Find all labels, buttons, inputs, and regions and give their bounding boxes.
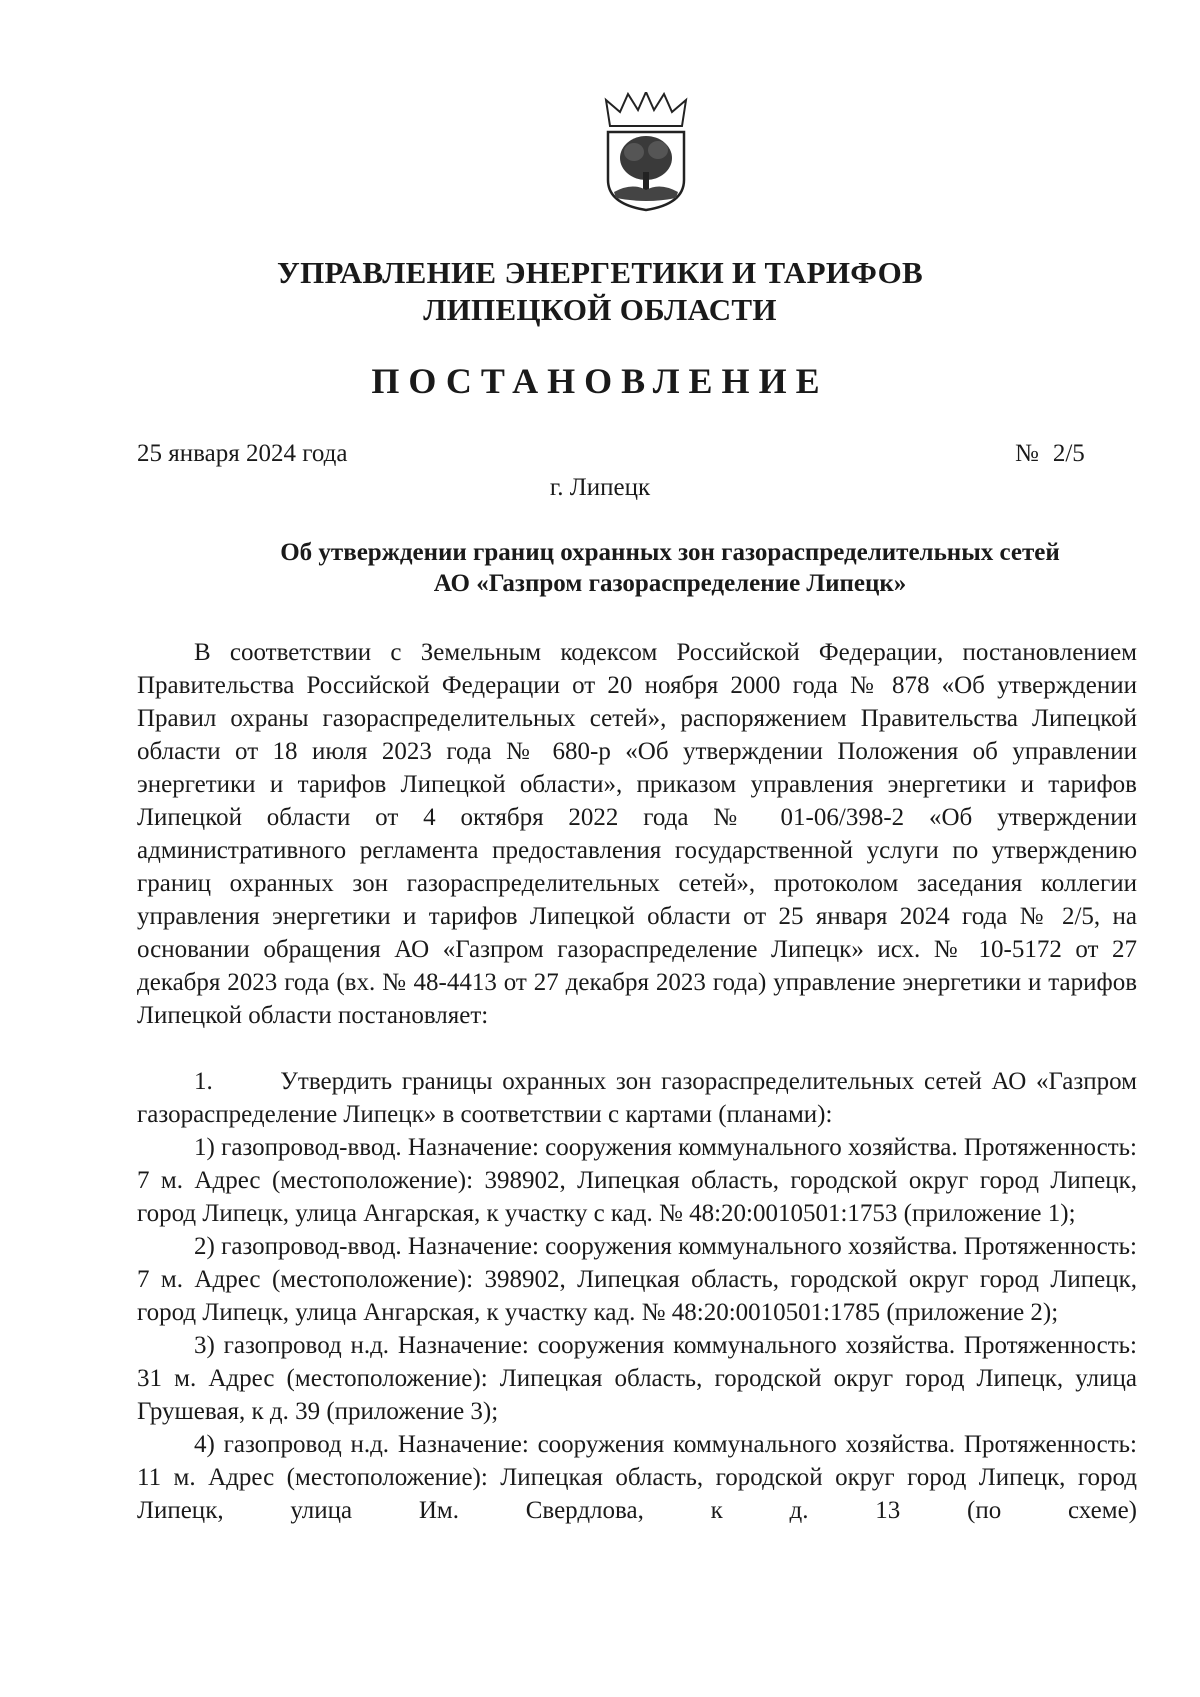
document-subject xyxy=(220,537,1120,599)
document-number xyxy=(1015,440,1085,468)
list-item: 2) газопровод-ввод. Назначение: сооружения коммунального хозяйства. Протяженность: 7 м. Адрес (местоположение): 398902, Липецкая область, городской округ город Липецк, город Липецк, улица Ангарская, к участку кад. № 48:20:0010501:1785 (приложение 2); xyxy=(137,1233,1138,1326)
list-item: 3) газопровод н.д. Назначение: сооружения коммунального хозяйства. Протяженность: 31 м. Адрес (местоположение): Липецкая область, городской округ город Липецк, улица Грушевая, к д. 39 (приложение 3); xyxy=(137,1332,1137,1425)
subject-line1: Об утверждении границ охранных зон газораспределительных сетей xyxy=(280,539,1060,566)
list-item: 4) газопровод н.д. Назначение: сооружения коммунального хозяйства. Протяженность: 11 м. Адрес (местоположение): Липецкая область, городской округ город Липецк, город Липецк, улица Им. Свердлова, к д. 13 (по схеме) xyxy=(137,1431,1137,1524)
agency-name xyxy=(0,254,1200,328)
document-type-title: ПОСТАНОВЛЕНИЕ xyxy=(371,361,829,401)
document-date: 25 января 2024 года xyxy=(137,440,348,467)
coat-of-arms-icon xyxy=(598,92,694,212)
agency-name-line2: ЛИПЕЦКОЙ ОБЛАСТИ xyxy=(423,292,777,327)
document-body xyxy=(137,636,1137,1527)
subject-line2: АО «Газпром газораспределение Липецк» xyxy=(433,570,907,597)
number-value: 2/5 xyxy=(1052,440,1085,467)
document-city: г. Липецк xyxy=(549,474,651,501)
list-item: 1) газопровод-ввод. Назначение: сооружения коммунального хозяйства. Протяженность: 7 м. Адрес (местоположение): 398902, Липецкая область, городской округ город Липецк, город Липецк, улица Ангарская, к участку с кад. № 48:20:0010501:1753 (приложение 1); xyxy=(137,1134,1138,1227)
preamble-paragraph: В соответствии с Земельным кодексом Российской Федерации, постановлением Правительства Российской Федерации от 20 ноября 2000 года № 878 «Об утверждении Правил охраны газораспределительных сетей», распоряжением Правительства Липецкой области от 18 июля 2023 года № 680-р «Об утверждении Положения об управлении энергетики и тарифов Липецкой области», приказом управления энергетики и тарифов Липецкой области от 4 октября 2022 года № 01-06/398-2 «Об утверждении административного регламента предоставления государственной услуги по утверждению границ охранных зон газораспределительных сетей», протоколом заседания коллегии управления энергетики и тарифов Липецкой области от 25 января 2024 года № 2/5, на основании обращения АО «Газпром газораспределение Липецк» исх. № 10-5172 от 27 декабря 2023 года (вх. № 48-4413 от 27 декабря 2023 года) управление энергетики и тарифов Липецкой области постановляет: xyxy=(137,639,1137,1029)
agency-name-line1: УПРАВЛЕНИЕ ЭНЕРГЕТИКИ И ТАРИФОВ xyxy=(277,255,923,290)
clause-1: 1. Утвердить границы охранных зон газораспределительных сетей АО «Газпром газораспределение Липецк» в соответствии с картами (планами): xyxy=(137,1068,1137,1128)
number-sign: № xyxy=(1015,440,1039,467)
